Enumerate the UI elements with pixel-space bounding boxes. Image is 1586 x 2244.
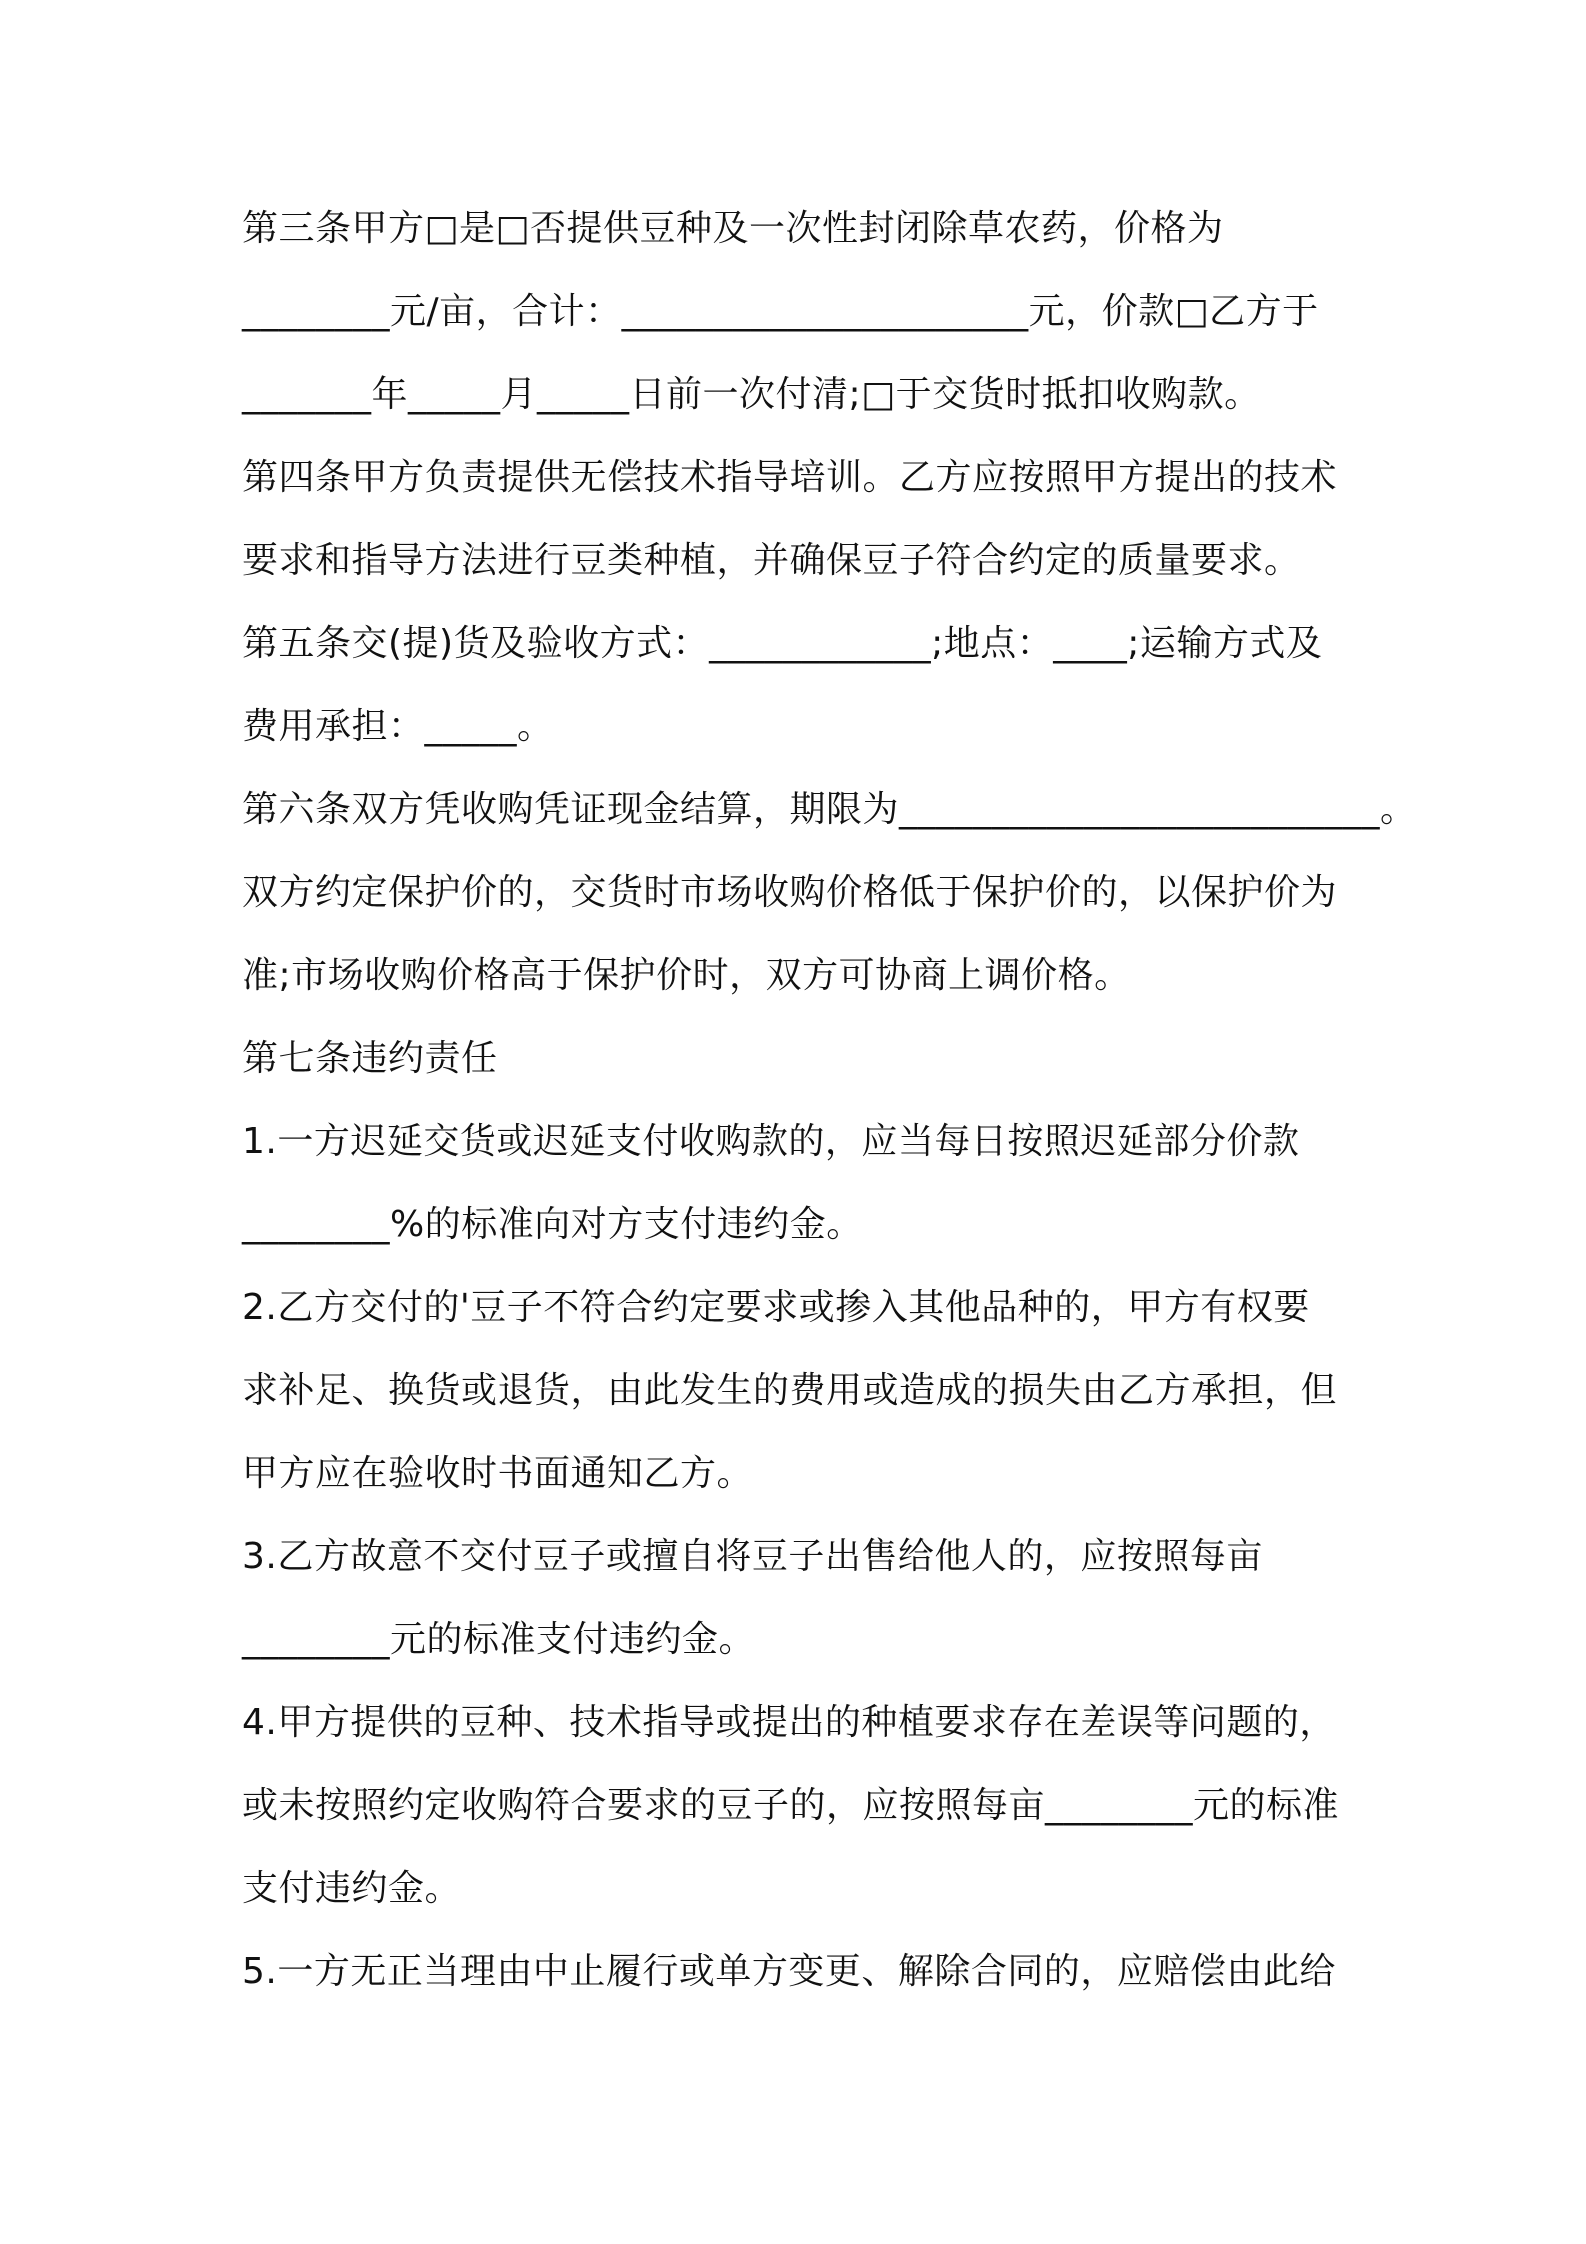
item-4-line-2: 或未按照约定收购符合要求的豆子的，应按照每亩________元的标准 (242, 1785, 1340, 1826)
item-4-line-1: 4.甲方提供的豆种、技术指导或提出的种植要求存在差误等问题的， (242, 1702, 1336, 1743)
clause-3-line-3: _______年_____月_____日前一次付清;□于交货时抵扣收购款。 (242, 374, 1261, 415)
clause-5-line-2: 费用承担：_____。 (242, 706, 554, 747)
item-2-line-3: 甲方应在验收时书面通知乙方。 (242, 1453, 754, 1494)
item-3-line-2: ________元的标准支付违约金。 (242, 1619, 756, 1660)
clause-7-heading: 第七条违约责任 (242, 1038, 498, 1079)
item-2-line-2: 求补足、换货或退货，由此发生的费用或造成的损失由乙方承担，但 (242, 1370, 1338, 1411)
clause-6-line-2: 双方约定保护价的，交货时市场收购价格低于保护价的，以保护价为 (242, 872, 1338, 913)
item-3-line-1: 3.乙方故意不交付豆子或擅自将豆子出售给他人的，应按照每亩 (242, 1536, 1263, 1577)
clause-4-line-2: 要求和指导方法进行豆类种植，并确保豆子符合约定的质量要求。 (242, 540, 1301, 581)
clause-3-line-2: ________元/亩，合计：______________________元，价款□乙方于 (242, 291, 1319, 332)
clause-6-line-3: 准;市场收购价格高于保护价时，双方可协商上调价格。 (242, 955, 1131, 996)
clause-5-line-1: 第五条交(提)货及验收方式：____________;地点：____;运输方式及 (242, 623, 1323, 664)
clause-6-line-1: 第六条双方凭收购凭证现金结算，期限为__________________________。 (242, 789, 1417, 830)
clause-3-line-1: 第三条甲方□是□否提供豆种及一次性封闭除草农药，价格为 (242, 208, 1224, 249)
item-5-line-1: 5.一方无正当理由中止履行或单方变更、解除合同的，应赔偿由此给 (242, 1951, 1336, 1992)
item-1-line-2: ________%的标准向对方支付违约金。 (242, 1204, 863, 1245)
item-4-line-3: 支付违约金。 (242, 1868, 462, 1909)
item-2-line-1: 2.乙方交付的'豆子不符合约定要求或掺入其他品种的，甲方有权要 (242, 1287, 1310, 1328)
clause-4-line-1: 第四条甲方负责提供无偿技术指导培训。乙方应按照甲方提出的技术 (242, 457, 1338, 498)
item-1-line-1: 1.一方迟延交货或迟延支付收购款的，应当每日按照迟延部分价款 (242, 1121, 1300, 1162)
